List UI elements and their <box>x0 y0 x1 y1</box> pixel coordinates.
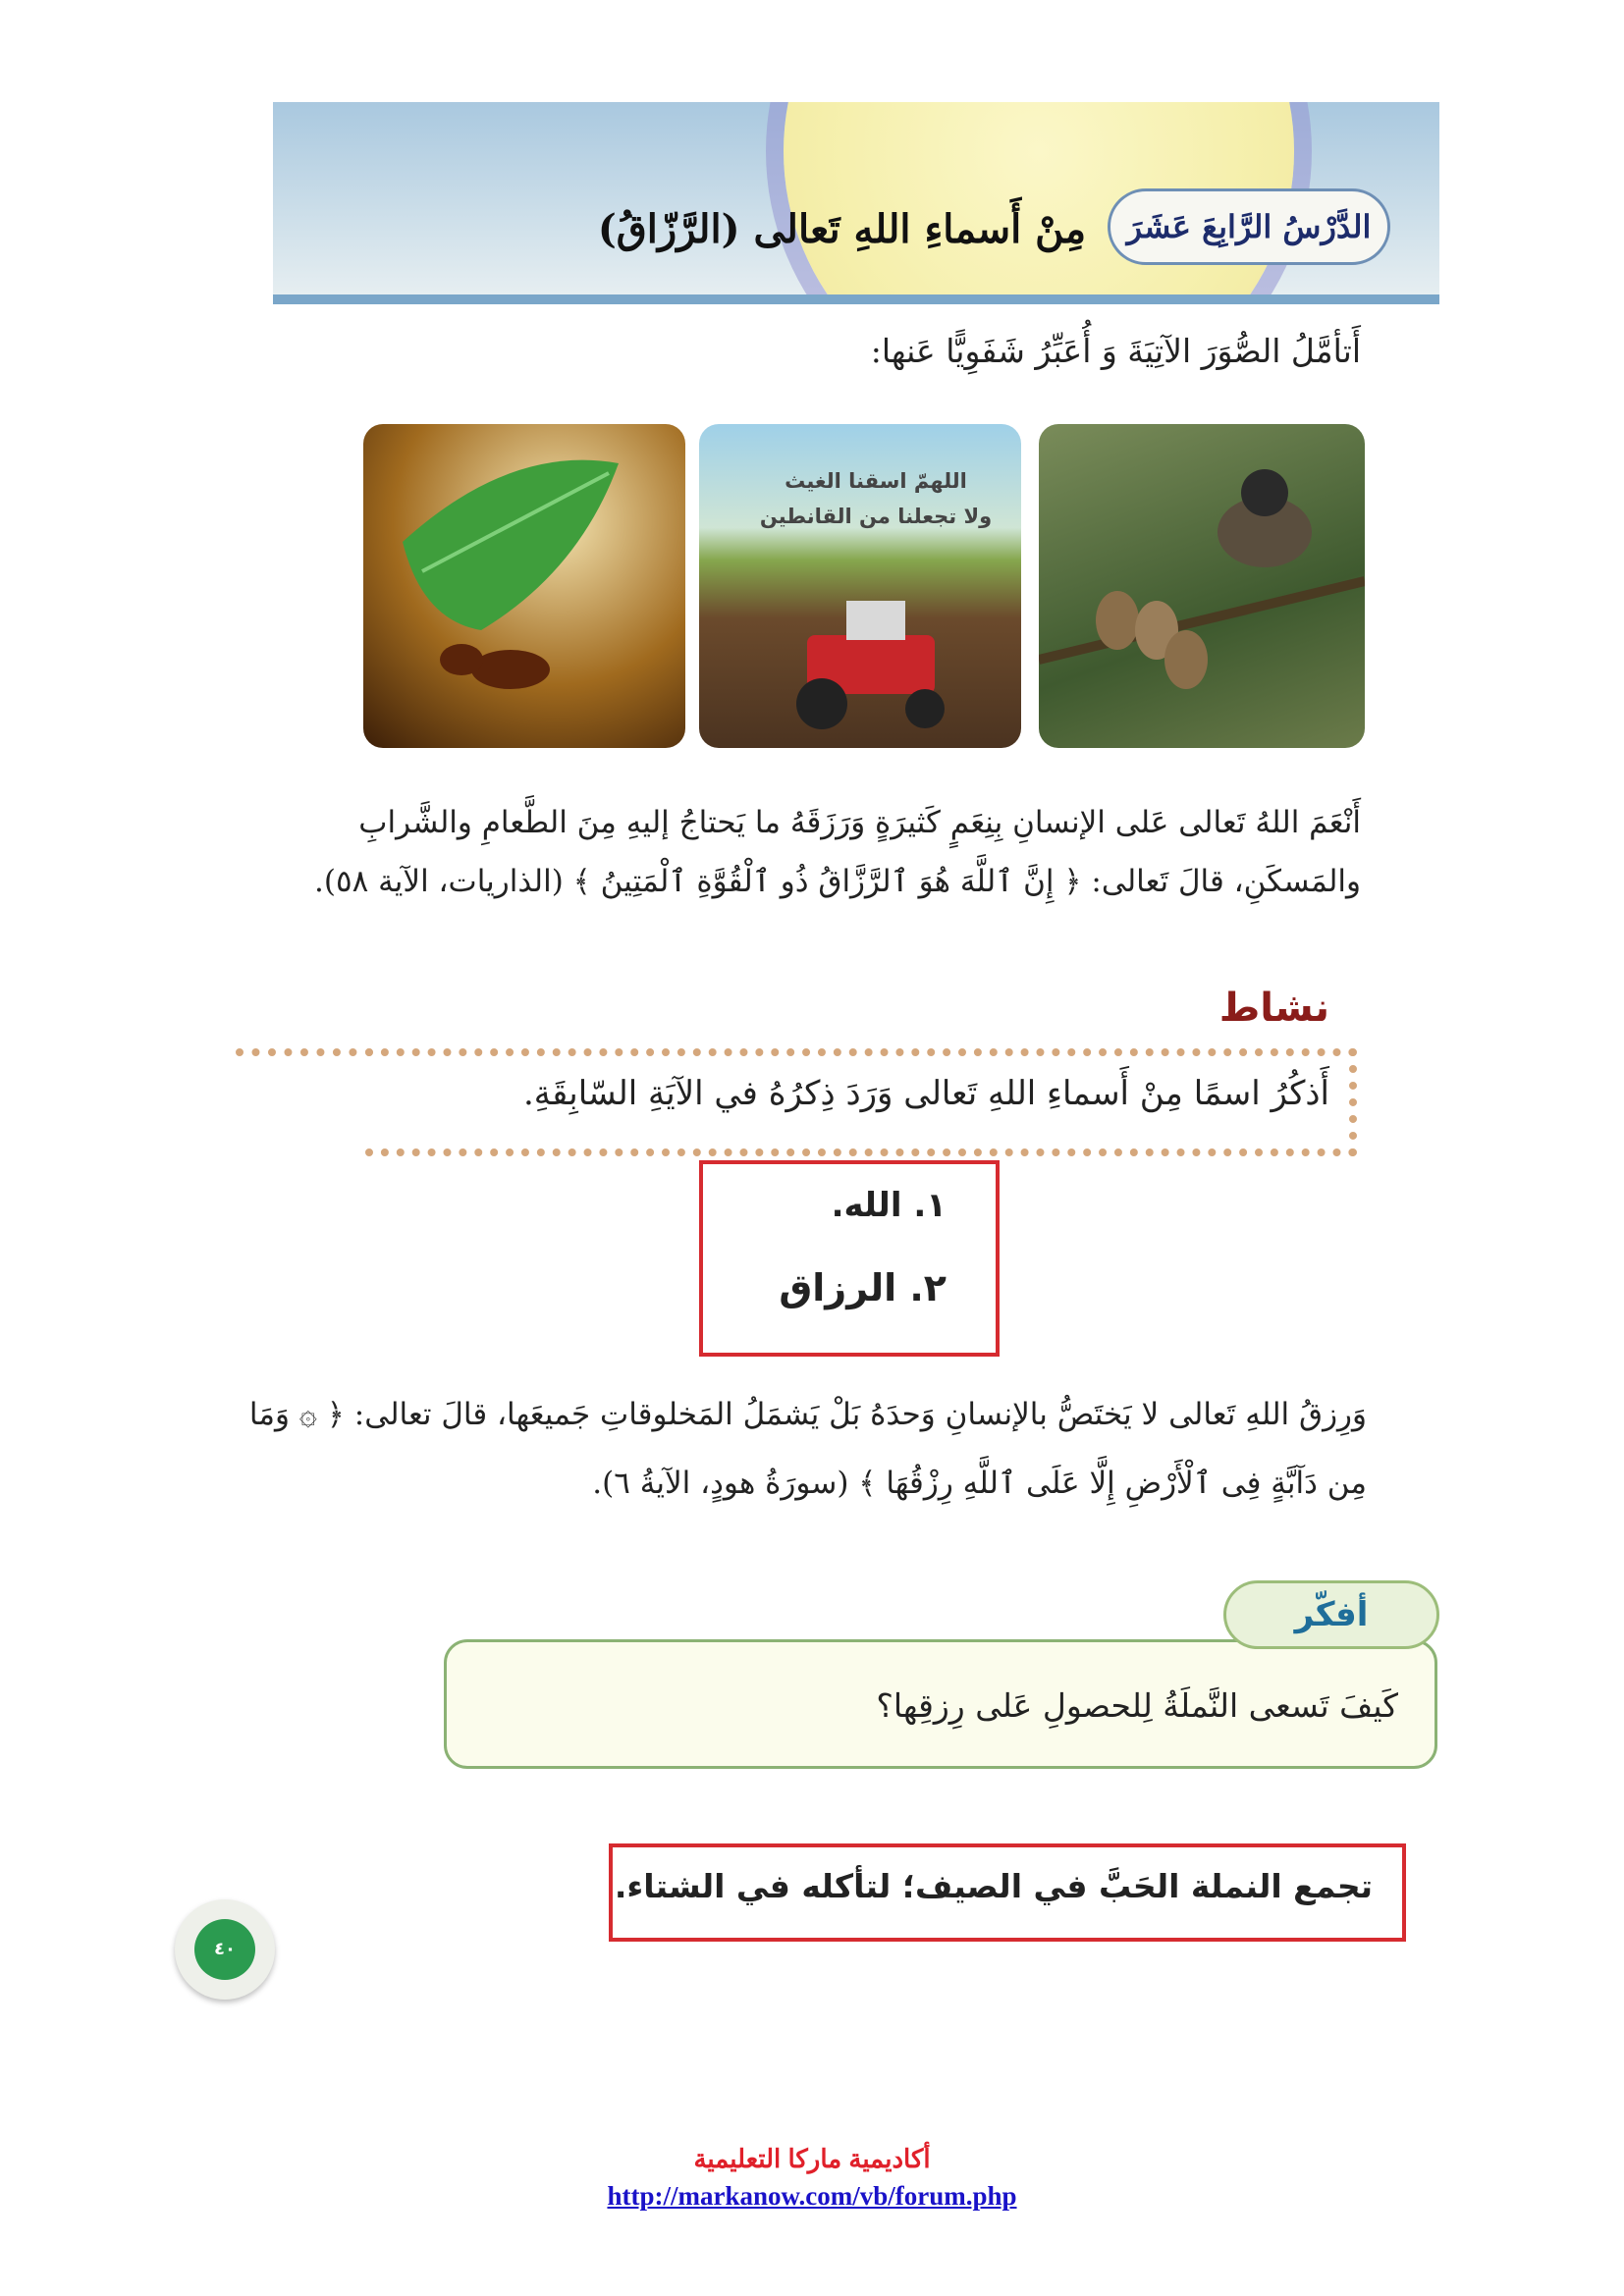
farmer-tractor-image <box>699 424 1021 748</box>
farmer-speech-line-2: ولا تجعلنا من القانطين <box>759 505 993 528</box>
footer-url-link[interactable]: http://markanow.com/vb/forum.php <box>607 2181 1017 2211</box>
provision-paragraph: أَنْعَمَ اللهُ تَعالى عَلى الإنسانِ بِنِعَمٍ كَثيرَةٍ وَرَزَقَهُ ما يَحتاجُ إليهِ مِنَ الطَّعامِ والشَّرابِ والمَسكَنِ، قالَ تَعالى: ﴿ إِنَّ ٱللَّهَ هُوَ ٱلرَّزَّاقُ ذُو ٱلْقُوَّةِ ٱلْمَتِينُ ﴾ (الذاريات، الآية ٥٨). <box>314 805 1361 899</box>
ant-leaf-illustration <box>363 424 685 748</box>
think-question: كَيفَ تَسعى النَّملَةُ لِلحصولِ عَلى رِزقِها؟ <box>876 1686 1398 1725</box>
lesson-title: مِنْ أَسماءِ اللهِ تَعالى (الرَّزّاقُ) <box>597 206 1086 252</box>
activity-answer-2: ٢. الرزاق <box>779 1266 947 1309</box>
activity-heading: نشاط <box>1218 986 1329 1031</box>
page-number: ٤٠ <box>194 1919 255 1980</box>
activity-answer-1: ١. الله. <box>831 1186 947 1225</box>
all-creatures-paragraph: وَرِزقُ اللهِ تَعالى لا يَختَصُّ بالإنسانِ وَحدَهُ بَلْ يَشمَلُ المَخلوقاتِ جَميعَها، قالَ تعالى: ﴿ ۞ وَمَا مِن دَآبَّةٍ فِى ٱلْأَرْضِ إِلَّا عَلَى ٱللَّهِ رِزْقُهَا ﴾ (سورَةُ هودٍ، الآيةُ ٦). <box>248 1397 1367 1501</box>
activity-dotted-rule <box>236 1048 373 1056</box>
activity-question: أَذكُرُ اسمًا مِنْ أَسماءِ اللهِ تَعالى وَرَدَ ذِكرُهُ في الآيَةِ السّابِقَةِ. <box>523 1074 1329 1113</box>
farmer-speech-line-1: اللهمّ اسقنا الغيث <box>785 469 967 493</box>
bird-feeding-chicks-image <box>1039 424 1365 748</box>
observe-instruction: أَتأمَّلُ الصُّوَرَ الآتِيَةَ وَ أُعَبِّرُ شَفَوِيًّا عَنها: <box>870 332 1361 370</box>
lesson-number-tab: الدَّرْسُ الرَّابِعَ عَشَرَ <box>1108 188 1390 265</box>
tractor-illustration <box>699 424 1021 748</box>
bird-illustration <box>1039 424 1365 748</box>
page-number-badge <box>175 1899 275 2000</box>
footer-academy-name: أكاديمية ماركا التعليمية <box>693 2144 931 2173</box>
ant-carrying-leaf-image <box>363 424 685 748</box>
header-bottom-band <box>273 294 1439 304</box>
think-heading-tab: أفكّر <box>1223 1580 1439 1649</box>
lesson-header-banner <box>273 102 1439 304</box>
think-answer: تجمع النملة الحَبَّ في الصيف؛ لتأكله في الشتاء. <box>614 1867 1373 1905</box>
